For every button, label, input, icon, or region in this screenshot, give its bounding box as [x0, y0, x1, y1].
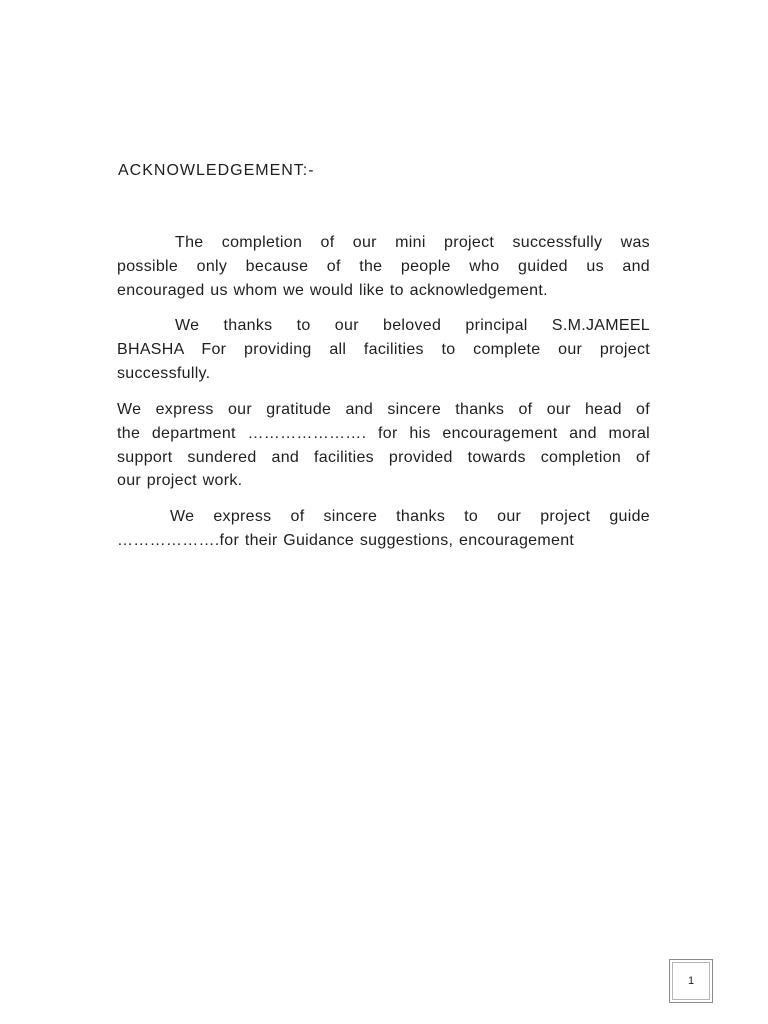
- paragraph-head-of-department: [117, 398, 650, 493]
- paragraph-project-guide: [117, 505, 650, 553]
- page-heading: ACKNOWLEDGEMENT:-: [118, 162, 315, 179]
- paragraph-line: We thanks to our beloved principal S.M.JAMEEL: [175, 317, 650, 334]
- paragraph-line: successfully.: [117, 364, 211, 382]
- paragraph-principal: [117, 314, 650, 385]
- paragraph-line: We express our gratitude and sincere thanks of our head of: [117, 401, 650, 418]
- paragraph-completion: [117, 231, 650, 302]
- paragraph-line: possible only because of the people who guided us and: [117, 257, 650, 275]
- paragraph-line: We express of sincere thanks to our project guide: [170, 508, 650, 525]
- paragraph-line: BHASHA For providing all facilities to complete our project: [117, 340, 650, 358]
- paragraph-line: support sundered and facilities provided towards completion of: [117, 448, 650, 466]
- page-number-frame: [669, 959, 713, 1003]
- paragraph-line: our project work.: [117, 472, 243, 490]
- paragraph-line: ……………….for their Guidance suggestions, encouragement: [117, 531, 575, 549]
- paragraph-line: The completion of our mini project successfully was: [175, 234, 650, 251]
- paragraph-line: encouraged us whom we would like to acknowledgement.: [117, 281, 548, 299]
- paragraph-line: the department …………………. for his encouragement and moral: [117, 424, 650, 442]
- page-number: 1: [687, 975, 695, 987]
